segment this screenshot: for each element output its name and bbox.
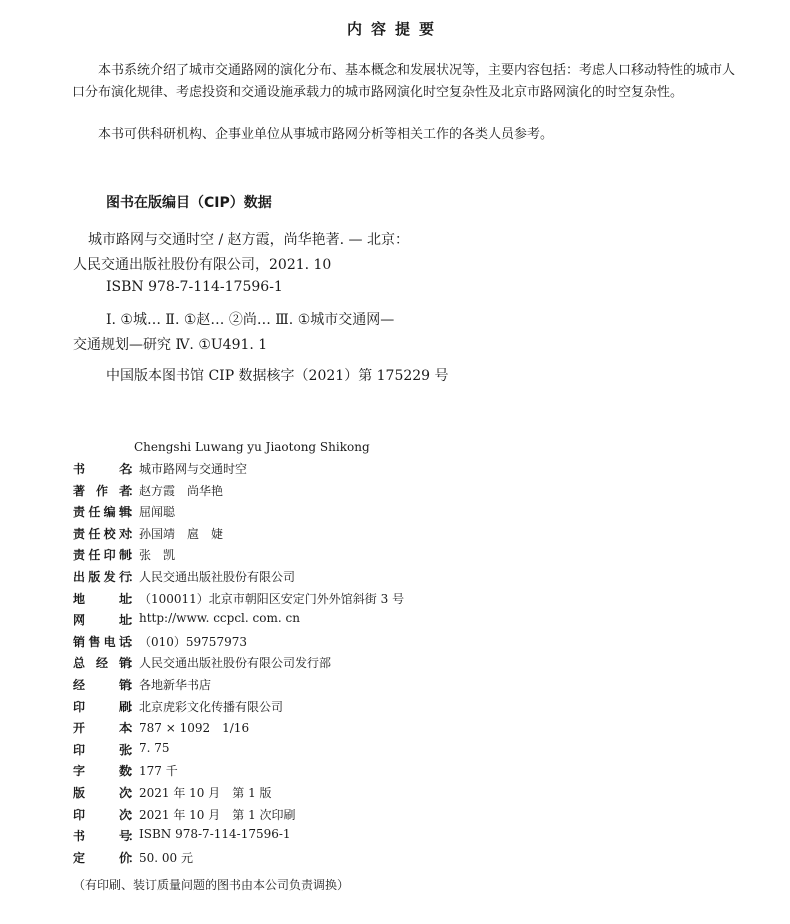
colophon-colon: ： xyxy=(128,483,141,498)
colophon-label: 出 版 发 行 xyxy=(73,570,131,584)
colophon-label: 责 任 校 对 xyxy=(73,526,131,541)
colophon-value: 7. 75 xyxy=(139,740,170,755)
colophon-colon: ： xyxy=(128,505,141,520)
cip-line-1: 城市路网与交通时空 / 赵方霞，尚华艳著. — 北京： xyxy=(88,232,409,248)
colophon-value: 人民交通出版社股份有限公司 xyxy=(139,570,296,584)
cip-line-4: Ⅰ. ①城… Ⅱ. ①赵… ②尚… Ⅲ. ①城市交通网— xyxy=(106,312,395,328)
cip-heading: 图书在版编目（CIP）数据 xyxy=(106,195,272,211)
colophon-label: 书 号 xyxy=(73,829,131,844)
colophon-label: 定 价 xyxy=(73,850,131,865)
cip-record-number: 中国版本图书馆 CIP 数据核字（2021）第 175229 号 xyxy=(106,368,449,384)
colophon-value: 城市路网与交通时空 xyxy=(139,462,248,476)
colophon-colon: ： xyxy=(128,742,141,757)
summary-paragraph-2: 本书可供科研机构、企事业单位从事城市路网分析等相关工作的各类人员参考。 xyxy=(98,127,554,142)
colophon-value: ISBN 978-7-114-17596-1 xyxy=(139,827,291,842)
colophon-label: 责 任 印 制 xyxy=(73,548,131,563)
colophon-value: （010）59757973 xyxy=(139,634,247,649)
colophon-colon: ： xyxy=(128,656,141,671)
colophon-label: 销 售 电 话 xyxy=(73,634,131,649)
colophon-colon: ： xyxy=(128,462,141,476)
colophon-colon: ： xyxy=(128,786,141,800)
colophon-value: 张 凯 xyxy=(139,548,176,563)
colophon-value: 孙国靖 扈 婕 xyxy=(139,526,224,541)
colophon-colon: ： xyxy=(128,591,141,606)
colophon-label: 版 次 xyxy=(73,786,131,800)
colophon-label: 经 销 xyxy=(73,678,131,692)
colophon-label: 印 刷 xyxy=(73,699,131,714)
cip-line-5: 交通规划—研究 Ⅳ. ①U491. 1 xyxy=(73,337,268,353)
summary-title: 内容提要 xyxy=(346,20,443,38)
colophon-label: 书 名 xyxy=(73,462,131,476)
colophon-value: 赵方霞 尚华艳 xyxy=(139,483,224,498)
colophon-label: 印 次 xyxy=(73,807,131,822)
colophon-colon: ： xyxy=(128,850,141,865)
colophon-colon: ： xyxy=(128,699,141,714)
colophon-colon: ： xyxy=(128,526,141,541)
colophon-value: 北京虎彩文化传播有限公司 xyxy=(139,699,284,714)
colophon-value: 各地新华书店 xyxy=(139,678,212,692)
colophon-value: 屈闻聪 xyxy=(139,505,176,520)
colophon-label: 责 任 编 辑 xyxy=(73,505,131,520)
colophon-label: 印 张 xyxy=(73,742,131,757)
colophon-colon: ： xyxy=(128,807,141,822)
colophon-value: 177 千 xyxy=(139,764,178,779)
colophon-value: 2021 年 10 月 第 1 版 xyxy=(139,786,272,800)
colophon-value: 2021 年 10 月 第 1 次印刷 xyxy=(139,807,296,822)
footnote: （有印刷、装订质量问题的图书由本公司负责调换） xyxy=(73,878,350,892)
colophon-label: 总 经 销 xyxy=(73,656,131,671)
colophon-colon: ： xyxy=(128,613,141,628)
colophon-label: 开 本 xyxy=(73,721,131,736)
colophon-value: （100011）北京市朝阳区安定门外外馆斜街 3 号 xyxy=(139,591,405,606)
cip-line-2: 人民交通出版社股份有限公司，2021. 10 xyxy=(73,257,332,273)
colophon-label: 字 数 xyxy=(73,764,131,779)
colophon-label: 著 作 者 xyxy=(73,483,131,498)
colophon-colon: ： xyxy=(128,678,141,692)
colophon-value: 50. 00 元 xyxy=(139,850,193,865)
colophon-colon: ： xyxy=(128,721,141,736)
colophon-value: 787 × 1092 1/16 xyxy=(139,721,250,736)
pinyin-title: Chengshi Luwang yu Jiaotong Shikong xyxy=(134,440,370,454)
cip-isbn: ISBN 978-7-114-17596-1 xyxy=(106,279,283,295)
colophon-value: http://www. ccpcl. com. cn xyxy=(139,611,300,626)
colophon-colon: ： xyxy=(128,570,141,584)
colophon-colon: ： xyxy=(128,548,141,563)
colophon-colon: ： xyxy=(128,634,141,649)
colophon-colon: ： xyxy=(128,764,141,779)
summary-paragraph-1: 本书系统介绍了城市交通路网的演化分布、基本概念和发展状况等，主要内容包括：考虑人口移动特性的城市人口分布演化规律、考虑投资和交通设施承载力的城市路网演化时空复杂性及北京市路网演化的时空复杂性。 xyxy=(72,63,736,100)
colophon-label: 地 址 xyxy=(73,591,131,606)
colophon-value: 人民交通出版社股份有限公司发行部 xyxy=(139,656,332,671)
colophon-label: 网 址 xyxy=(73,613,131,628)
colophon-colon: ： xyxy=(128,829,141,844)
